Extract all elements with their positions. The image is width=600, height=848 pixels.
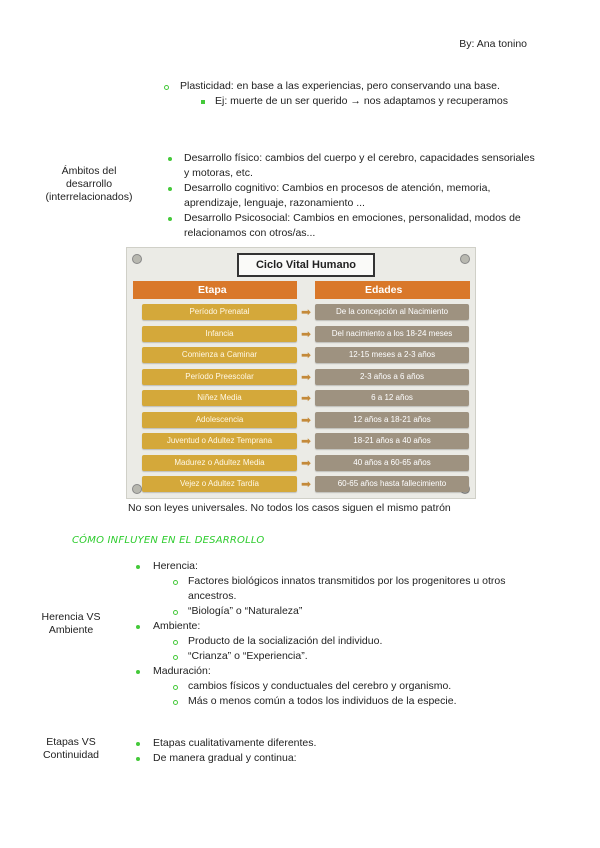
etapa-cell: Juventud o Adultez Temprana [142, 433, 297, 449]
screw-icon [132, 484, 142, 494]
edad-cell: 12-15 meses a 2-3 años [315, 347, 469, 363]
bullet-icon [168, 187, 172, 191]
ambitos-side-label [30, 165, 148, 204]
etapa-cell: Comienza a Caminar [142, 347, 297, 363]
etapas-label-line: Etapas VS [46, 736, 96, 748]
edad-cell: De la concepción al Nacimiento [315, 304, 469, 320]
screw-icon [460, 254, 470, 264]
ambito-psicosocial-line2: relacionamos con otros/as... [184, 227, 316, 239]
hollow-bullet-icon [173, 640, 178, 645]
ambito-fisico-line2: y motoras, etc. [184, 167, 253, 179]
edad-cell: 6 a 12 años [315, 390, 469, 406]
bullet-icon [136, 670, 140, 674]
column-header-etapa: Etapa [133, 281, 297, 299]
square-bullet-icon [201, 100, 205, 104]
bullet-icon [168, 157, 172, 161]
arrow-right-icon: ➡ [300, 434, 312, 448]
etapa-cell: Período Preescolar [142, 369, 297, 385]
etapas-label-line: Continuidad [42, 749, 100, 761]
herencia-heading: Herencia: [153, 560, 198, 572]
bullet-icon [168, 217, 172, 221]
maduracion-detail-b: Más o menos común a todos los individuos de la especie. [188, 695, 457, 707]
etapa-cell: Madurez o Adultez Media [142, 455, 297, 471]
hollow-bullet-icon [164, 85, 169, 90]
etapa-cell: Vejez o Adultez Tardía [142, 476, 297, 492]
bullet-icon [136, 757, 140, 761]
ciclo-vital-graphic [126, 247, 476, 499]
arrow-right-icon: ➡ [300, 391, 312, 405]
edad-cell: 18-21 años a 40 años [315, 433, 469, 449]
author-credit: By: Ana tonino [459, 38, 527, 50]
edad-cell: 40 años a 60-65 años [315, 455, 469, 471]
ciclo-caption: No son leyes universales. No todos los casos siguen el mismo patrón [128, 502, 451, 514]
herencia-detail-line2: ancestros. [188, 590, 237, 602]
ambitos-label-line: desarrollo [65, 178, 113, 190]
plasticity-text: Plasticidad: en base a las experiencias, pero conservando una base. [180, 80, 500, 92]
hollow-bullet-icon [173, 580, 178, 585]
ambiente-alias: “Crianza” o “Experiencia”. [188, 650, 308, 662]
arrow-right-icon: ➡ [300, 326, 312, 341]
ambiente-heading: Ambiente: [153, 620, 201, 632]
bullet-icon [136, 742, 140, 746]
ambitos-label-line: Ámbitos del [61, 165, 117, 177]
ambito-cognitivo-line1: Desarrollo cognitivo: Cambios en procesos de atención, memoria, [184, 182, 491, 194]
etapa-cell: Niñez Media [142, 390, 297, 406]
ciclo-title: Ciclo Vital Humano [237, 253, 375, 277]
etapa-cell: Infancia [142, 326, 297, 342]
edad-cell: 12 años a 18-21 años [315, 412, 469, 428]
arrow-right-icon: ➡ [300, 477, 312, 491]
hollow-bullet-icon [173, 685, 178, 690]
ambitos-label-line: (interrelacionados) [45, 191, 133, 203]
etapa-cell: Período Prenatal [142, 304, 297, 320]
bullet-icon [136, 625, 140, 629]
etapas-item-2: De manera gradual y continua: [153, 752, 297, 764]
plasticity-example: Ej: muerte de un ser querido → nos adaptamos y recuperamos [215, 95, 508, 107]
herencia-label-line: Herencia VS [41, 611, 101, 623]
etapa-cell: Adolescencia [142, 412, 297, 428]
hollow-bullet-icon [173, 700, 178, 705]
herencia-detail-line1: Factores biológicos innatos transmitidos por los progenitores u otros [188, 575, 506, 587]
arrow-right-icon: ➡ [300, 348, 312, 362]
ambito-fisico-line1: Desarrollo físico: cambios del cuerpo y el cerebro, capacidades sensoriales [184, 152, 535, 164]
maduracion-heading: Maduración: [153, 665, 211, 677]
arrow-right-icon: ➡ [300, 305, 312, 319]
herencia-label-line: Ambiente [48, 624, 94, 636]
maduracion-detail-a: cambios físicos y conductuales del cerebro y organismo. [188, 680, 452, 692]
arrow-right-icon: ➡ [300, 412, 312, 427]
herencia-side-label [25, 611, 117, 637]
arrow-right-icon: ➡ [300, 455, 312, 470]
edad-cell: 2-3 años a 6 años [315, 369, 469, 385]
screw-icon [132, 254, 142, 264]
herencia-alias: “Biología” o “Naturaleza” [188, 605, 303, 617]
ambiente-detail: Producto de la socialización del individuo. [188, 635, 383, 647]
edad-cell: 60-65 años hasta fallecimiento [315, 476, 469, 492]
ambito-psicosocial-line1: Desarrollo Psicosocial: Cambios en emociones, personalidad, modos de [184, 212, 521, 224]
etapas-item-1: Etapas cualitativamente diferentes. [153, 737, 317, 749]
section-title: CÓMO INFLUYEN EN EL DESARROLLO [72, 535, 265, 546]
bullet-icon [136, 565, 140, 569]
ambito-cognitivo-line2: aprendizaje, lenguaje, razonamiento ... [184, 197, 365, 209]
arrow-right-icon: ➡ [300, 369, 312, 384]
hollow-bullet-icon [173, 655, 178, 660]
column-header-edades: Edades [315, 281, 470, 299]
hollow-bullet-icon [173, 610, 178, 615]
etapas-side-label [25, 736, 117, 762]
edad-cell: Del nacimiento a los 18-24 meses [315, 326, 469, 342]
